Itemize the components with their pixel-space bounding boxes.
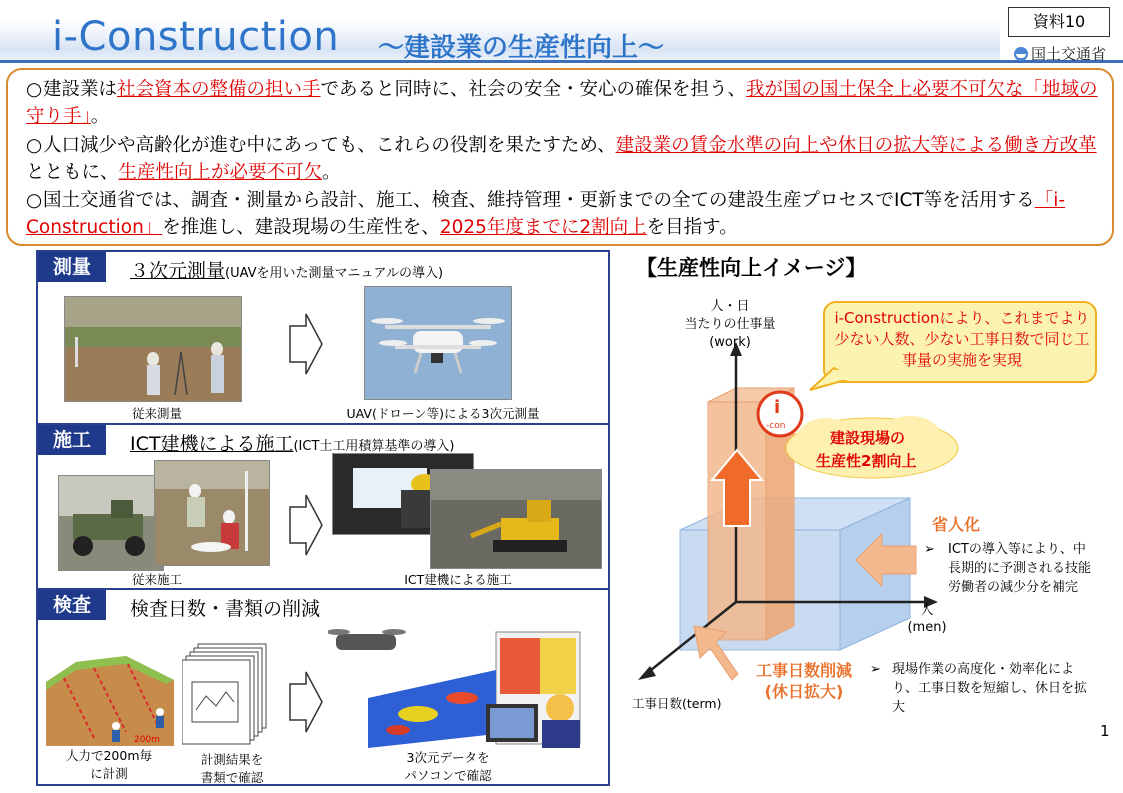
text: とともに、 xyxy=(26,162,119,183)
inspection-caption-1 xyxy=(44,746,174,782)
days-title-line-1: 工事日数削減 xyxy=(755,661,852,680)
survey-panel xyxy=(36,250,610,426)
caption-line: 3次元データを xyxy=(406,750,490,765)
caption-line: 書類で確認 xyxy=(200,770,264,785)
emphasis: 我が国の国土保全上必要不可欠な「地域の守り手」 xyxy=(26,79,1098,127)
text: 。 xyxy=(90,106,110,127)
axis-x-line-1: 人 xyxy=(920,603,934,618)
intro-box xyxy=(6,68,1114,246)
days-reduction-note: 現場作業の高度化・効率化により、工事日数を短縮し、休日を拡大 xyxy=(892,662,1088,715)
emphasis: 社会資本の整備の担い手 xyxy=(117,79,321,100)
construction-tag: 施工 xyxy=(38,425,106,455)
image-section-title: 【生産性向上イメージ】 xyxy=(636,256,867,280)
right-arrow-icon xyxy=(288,312,324,376)
emphasis: 生産性向上が必要不可欠 xyxy=(118,162,323,183)
axis-label-work xyxy=(680,298,780,352)
inspection-caption-2 xyxy=(184,750,280,786)
intro-paragraph-1 xyxy=(26,76,1108,130)
caption-line: 人力で200m毎 xyxy=(65,748,153,763)
conventional-workers-photo xyxy=(154,460,270,566)
construction-panel xyxy=(36,423,610,591)
axis-label-term: 工事日数(term) xyxy=(632,696,722,711)
inspection-title xyxy=(130,594,320,621)
bullet: ○ xyxy=(26,79,43,100)
paper-documents-icon xyxy=(182,640,274,748)
survey-caption-right: UAV(ドローン等)による3次元測量 xyxy=(346,406,540,421)
uav-drone-photo xyxy=(364,286,512,400)
right-arrow-icon xyxy=(288,670,324,734)
inspection-title-text: 検査日数・書類の削減 xyxy=(130,598,321,620)
intro-paragraph-2 xyxy=(26,132,1108,186)
speech-bubble-text: i-Constructionにより、これまでより少ない人数、少ない工事日数で同じ工事量の実施を実現 xyxy=(834,309,1090,369)
axis-y-line-2: 当たりの仕事量 xyxy=(684,317,776,332)
caption-line: パソコンで確認 xyxy=(404,768,492,783)
intro-paragraph-3 xyxy=(26,187,1108,241)
emphasis: 2025年度までに2割向上 xyxy=(439,217,647,238)
text: を推進し、建設現場の生産性を、 xyxy=(162,217,440,238)
inspection-caption-3 xyxy=(388,748,508,784)
days-reduction-title xyxy=(744,660,864,702)
3d-data-pc-illustration xyxy=(328,626,582,750)
bullet: ○ xyxy=(26,135,43,156)
document-number: 資料10 xyxy=(1008,7,1110,37)
caption-line: 計測結果を xyxy=(200,752,264,767)
bullet-arrow-icon: ➢ xyxy=(924,542,935,557)
bullet-arrow-icon: ➢ xyxy=(870,662,881,677)
text: 。 xyxy=(322,162,341,183)
manual-measurement-illustration xyxy=(46,642,174,746)
ministry-name: 国土交通省 xyxy=(1031,45,1107,63)
icon-logo-letter: i xyxy=(774,397,781,418)
text: 国土交通省では、調査・測量から設計、施工、検査、維持管理・更新までの全ての建設生産プロセスでICT等を活用する xyxy=(43,190,1035,211)
icon-logo-suffix: -con xyxy=(766,421,786,431)
construction-caption-right: ICT建機による施工 xyxy=(404,572,512,587)
bullet: ○ xyxy=(26,190,43,211)
page-title: i-Construction xyxy=(52,14,340,60)
axis-y-line-1: 人・日 xyxy=(710,299,750,314)
text: 建設業は xyxy=(43,79,118,100)
labor-saving-note: ICTの導入等により、中長期的に予測される技能労働者の減少分を補完 xyxy=(948,542,1092,595)
text: を目指す。 xyxy=(646,217,738,238)
conventional-survey-photo xyxy=(64,296,242,402)
axis-x-line-2: (men) xyxy=(907,620,947,635)
mlit-logo-icon xyxy=(1014,47,1028,61)
axis-label-men xyxy=(902,602,952,636)
ministry-logo xyxy=(1014,43,1106,64)
survey-title-note: (UAVを用いた測量マニュアルの導入) xyxy=(225,266,444,281)
axis-y-line-3: (work) xyxy=(709,335,751,350)
construction-title xyxy=(130,429,454,456)
construction-caption-left: 従来施工 xyxy=(131,572,182,587)
days-title-line-2: (休日拡大) xyxy=(764,682,844,701)
cloud-line-2: 生産性2割向上 xyxy=(816,452,917,470)
construction-title-text: ICT建機による施工 xyxy=(130,433,294,455)
page-subtitle: ～建設業の生産性向上～ xyxy=(378,33,665,63)
survey-title-text: ３次元測量 xyxy=(130,260,226,282)
page-number: 1 xyxy=(1100,722,1110,740)
survey-caption-left: 従来測量 xyxy=(131,406,182,421)
caption-line: に計測 xyxy=(90,766,128,781)
survey-tag: 測量 xyxy=(38,252,106,282)
text: であると同時に、社会の安全・安心の確保を担う、 xyxy=(320,79,747,100)
emphasis: 建設業の賃金水準の向上や休日の拡大等による働き方改革 xyxy=(615,135,1097,156)
grader-photo xyxy=(58,475,164,571)
right-arrow-icon xyxy=(288,493,324,557)
inspection-tag: 検査 xyxy=(38,590,106,620)
ict-excavator-photo xyxy=(430,469,602,569)
distance-label: 200m xyxy=(134,735,160,745)
cloud-line-1: 建設現場の xyxy=(830,429,906,447)
construction-title-note: (ICT土工用積算基準の導入) xyxy=(293,439,455,454)
emphasis: 「i-Construction」 xyxy=(26,190,1066,238)
text: 人口減少や高齢化が進む中にあっても、これらの役割を果たすため、 xyxy=(43,135,616,156)
inspection-panel xyxy=(36,588,610,786)
survey-title xyxy=(130,256,443,283)
labor-saving-title: 省人化 xyxy=(932,515,981,534)
